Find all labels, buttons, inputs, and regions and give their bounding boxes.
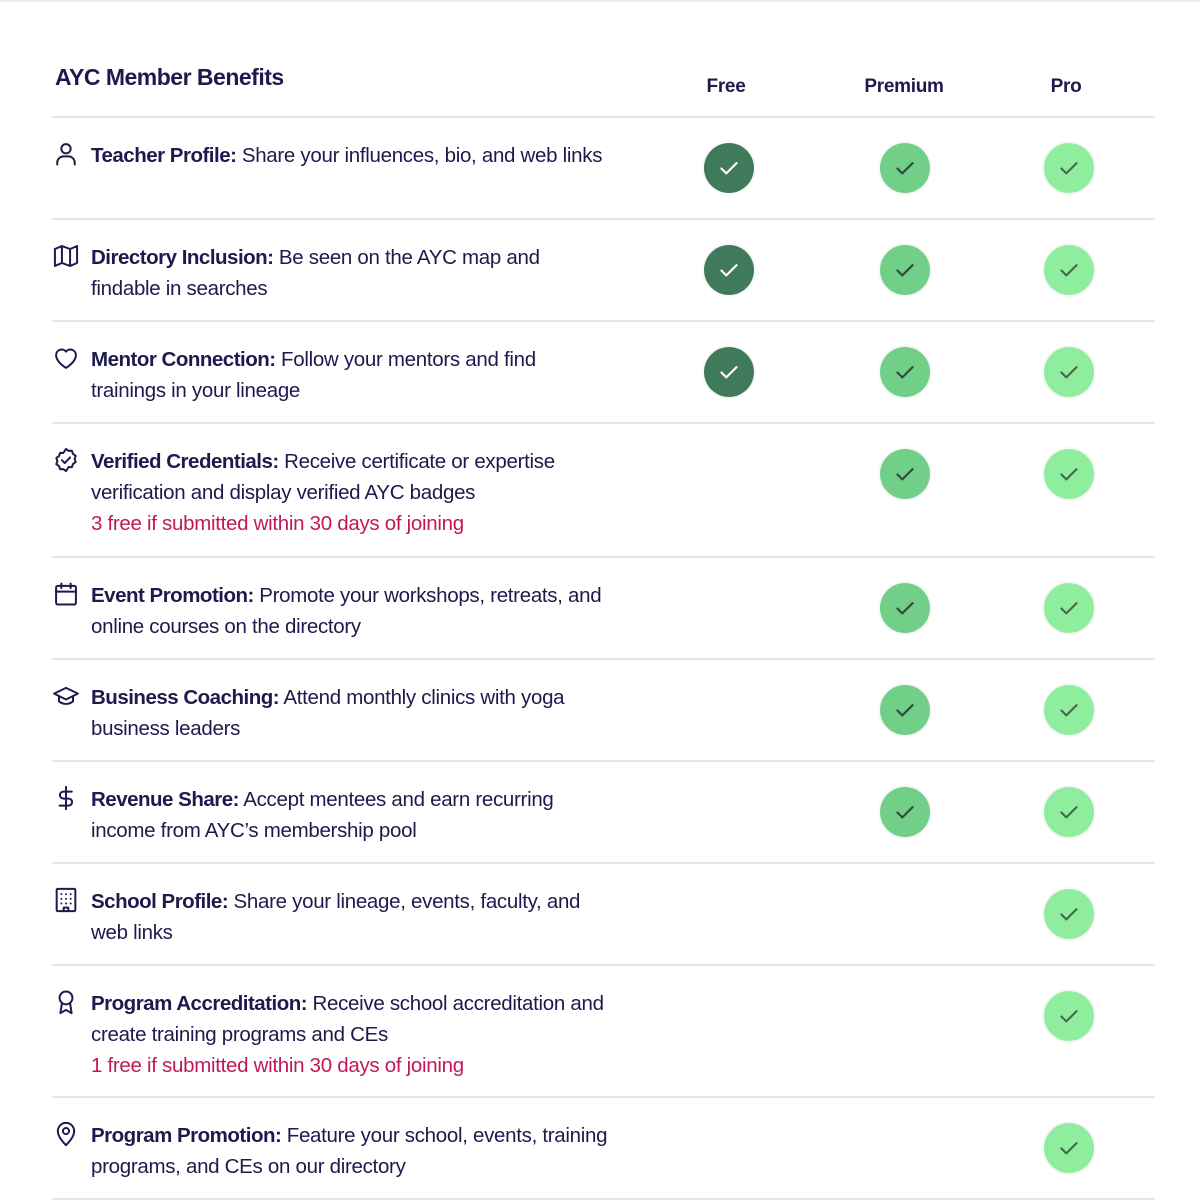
benefit-description [91, 140, 611, 171]
check-free [704, 347, 754, 397]
checkmark-icon [892, 257, 918, 283]
checkmark-icon [1056, 1135, 1082, 1161]
building-icon [52, 886, 80, 914]
check-premium [880, 449, 930, 499]
benefit-row [52, 1098, 1155, 1200]
check-pro [1044, 449, 1094, 499]
benefit-note: 1 free if submitted within 30 days of joining [91, 1054, 464, 1077]
check-pro [1044, 245, 1094, 295]
benefit-row [52, 864, 1155, 966]
check-free [704, 245, 754, 295]
check-pro [1044, 787, 1094, 837]
benefit-row [52, 660, 1155, 762]
checkmark-icon [892, 359, 918, 385]
benefit-name: Verified Credentials: [91, 450, 279, 473]
graduation-cap-icon [52, 682, 80, 710]
heart-icon [52, 344, 80, 372]
check-premium [880, 787, 930, 837]
benefit-name: Directory Inclusion: [91, 246, 274, 269]
benefit-name: Mentor Connection: [91, 348, 276, 371]
check-pro [1044, 685, 1094, 735]
award-icon [52, 988, 80, 1016]
user-icon [52, 140, 80, 168]
checkmark-icon [892, 155, 918, 181]
benefit-detail: Receive school accreditation and create training programs and CEs [91, 992, 604, 1046]
benefit-row [52, 220, 1155, 322]
benefit-name: School Profile: [91, 890, 229, 913]
checkmark-icon [1056, 359, 1082, 385]
checkmark-icon [892, 697, 918, 723]
check-pro [1044, 143, 1094, 193]
column-header-free: Free [706, 76, 746, 97]
benefit-name: Event Promotion: [91, 584, 254, 607]
top-divider [0, 0, 1200, 2]
benefit-detail: Accept mentees and earn recurring income from AYC’s membership pool [91, 788, 554, 842]
checkmark-icon [716, 257, 742, 283]
benefit-description [91, 682, 611, 744]
benefit-row [52, 762, 1155, 864]
benefit-detail: Attend monthly clinics with yoga business leaders [91, 686, 565, 740]
benefit-detail: Be seen on the AYC map and findable in searches [91, 246, 540, 300]
benefit-detail: Feature your school, events, training programs, and CEs on our directory [91, 1124, 608, 1178]
benefit-name: Program Accreditation: [91, 992, 308, 1015]
check-premium [880, 245, 930, 295]
check-premium [880, 143, 930, 193]
checkmark-icon [1056, 257, 1082, 283]
check-premium [880, 685, 930, 735]
page-title: AYC Member Benefits [55, 64, 284, 90]
checkmark-icon [1056, 901, 1082, 927]
check-pro [1044, 991, 1094, 1041]
benefit-description [91, 446, 611, 539]
benefit-description [91, 580, 611, 642]
dollar-icon [52, 784, 80, 812]
benefit-description [91, 784, 611, 846]
benefit-name: Teacher Profile: [91, 144, 237, 167]
benefit-name: Program Promotion: [91, 1124, 282, 1147]
check-pro [1044, 889, 1094, 939]
benefit-detail: Receive certificate or expertise verification and display verified AYC badges [91, 450, 555, 504]
benefit-detail: Share your influences, bio, and web links [236, 144, 603, 167]
check-pro [1044, 583, 1094, 633]
benefit-row [52, 322, 1155, 424]
checkmark-icon [716, 359, 742, 385]
table-header [52, 64, 1155, 118]
benefit-row [52, 558, 1155, 660]
column-header-pro: Pro [1050, 76, 1082, 97]
benefit-detail: Promote your workshops, retreats, and online courses on the directory [91, 584, 602, 638]
checkmark-icon [1056, 595, 1082, 621]
checkmark-icon [716, 155, 742, 181]
benefit-row [52, 424, 1155, 558]
benefit-detail: Follow your mentors and find trainings in your lineage [91, 348, 536, 402]
map-pin-icon [52, 1120, 80, 1148]
check-pro [1044, 1123, 1094, 1173]
badge-check-icon [52, 446, 80, 474]
benefit-row [52, 118, 1155, 220]
check-premium [880, 583, 930, 633]
calendar-icon [52, 580, 80, 608]
benefit-name: Business Coaching: [91, 686, 280, 709]
benefit-description [91, 886, 611, 948]
benefit-detail: Share your lineage, events, faculty, and web links [91, 890, 581, 944]
column-header-premium: Premium [864, 76, 944, 97]
checkmark-icon [1056, 155, 1082, 181]
benefit-description [91, 242, 611, 304]
map-icon [52, 242, 80, 270]
benefit-description [91, 1120, 611, 1182]
check-pro [1044, 347, 1094, 397]
checkmark-icon [1056, 1003, 1082, 1029]
checkmark-icon [1056, 799, 1082, 825]
check-free [704, 143, 754, 193]
checkmark-icon [892, 595, 918, 621]
benefit-description [91, 988, 611, 1081]
benefit-note: 3 free if submitted within 30 days of joining [91, 512, 464, 535]
checkmark-icon [1056, 461, 1082, 487]
checkmark-icon [1056, 697, 1082, 723]
check-premium [880, 347, 930, 397]
benefit-description [91, 344, 611, 406]
benefit-name: Revenue Share: [91, 788, 239, 811]
checkmark-icon [892, 799, 918, 825]
benefit-row [52, 966, 1155, 1098]
checkmark-icon [892, 461, 918, 487]
